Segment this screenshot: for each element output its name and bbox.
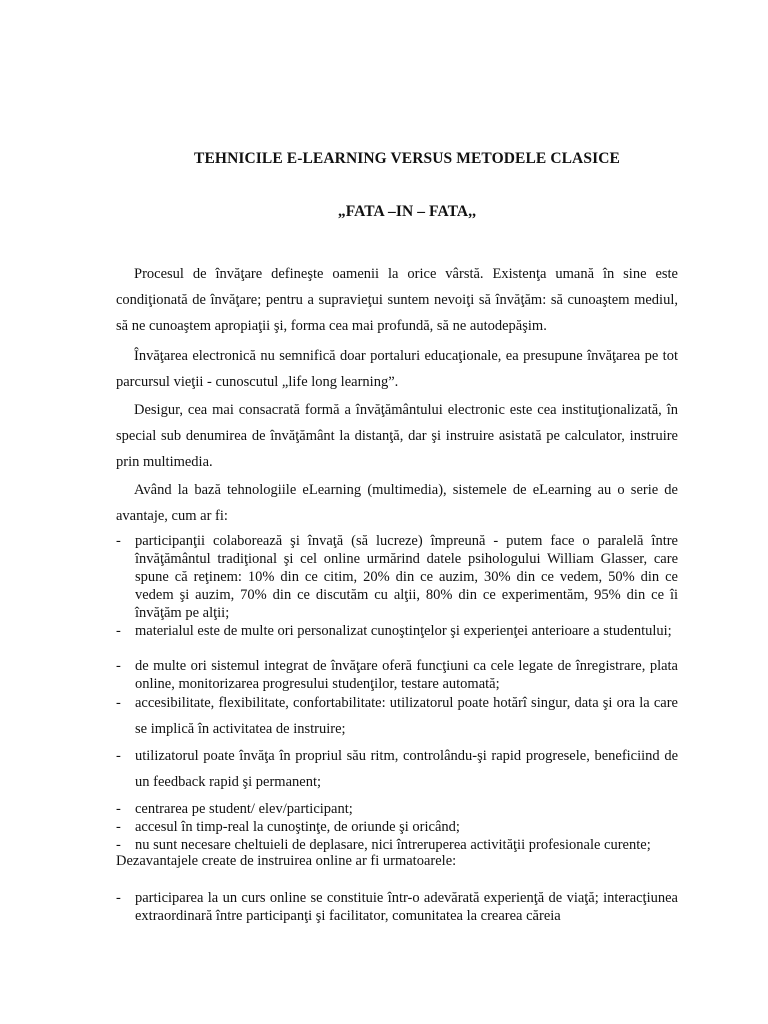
bullet-marker: - (116, 623, 121, 639)
advantage-list-item (116, 818, 678, 836)
paragraph: Învăţarea electronică nu semnifică doar portaluri educaţionale, ea presupune învăţarea pe tot parcursul vieţii - cunoscutul „life long learning”. (116, 348, 678, 390)
disadvantages-intro: Dezavantajele create de instruirea online ar fi urmatoarele: (116, 853, 457, 869)
advantage-list-item (116, 690, 678, 742)
advantage-list-item (116, 532, 678, 622)
list-item-text: accesibilitate, flexibilitate, confortabilitate: utilizatorul poate hotărî singur, data şi ora la care se implică în activitatea de instruire; (135, 695, 678, 737)
bullet-marker: - (116, 658, 121, 674)
list-item-text: nu sunt necesare cheltuieli de deplasare, nici întreruperea activităţii profesionale curente; (135, 837, 651, 853)
advantage-list-item (116, 743, 678, 795)
advantage-list-item (116, 800, 678, 818)
bullet-marker: - (116, 890, 121, 906)
list-item-text: utilizatorul poate învăţa în propriul său ritm, controlându-şi rapid progresele, beneficiind de un feedback rapid şi permanent; (135, 748, 678, 790)
bullet-marker: - (116, 748, 121, 764)
list-item-text: participarea la un curs online se constituie într-o adevărată experienţă de viaţă; interacţiunea extraordinară între participanţi şi facilitator, comunitatea la crearea căreia (135, 890, 678, 924)
list-item-text: materialul este de multe ori personalizat cunoştinţelor şi experienţei anterioare a studentului; (135, 623, 672, 639)
paragraph: Procesul de învăţare defineşte oamenii la orice vârstă. Existenţa umană în sine este condiţionată de învăţare; pentru a supravieţui suntem nevoiţi să învăţăm: să cunoaştem mediul, să ne cunoaştem apropiaţii şi, forma cea mai profundă, să ne autodepăşim. (116, 266, 678, 334)
advantage-list-item (116, 657, 678, 693)
bullet-marker: - (116, 695, 121, 711)
list-item-text: participanţii colaborează şi învaţă (să lucreze) împreună - putem face o paralelă între învăţământul tradiţional şi cel online urmărind datele psihologului William Glasser, care spune că reţinem: 10% din ce citim, 20% din ce auzim, 30% din ce vedem, 50% din ce vedem şi auzim, 70% din ce discutăm cu alţii, 80% din ce experimentăm, 95% din ce îi învăţăm pe alţii; (135, 533, 678, 621)
advantage-list-item (116, 622, 678, 640)
bullet-marker: - (116, 533, 121, 549)
paragraph: Având la bază tehnologiile eLearning (multimedia), sistemele de eLearning au o serie de avantaje, cum ar fi: (116, 482, 678, 524)
bullet-marker: - (116, 819, 121, 835)
document-subtitle: „FATA –IN – FATA,, (337, 203, 477, 220)
bullet-marker: - (116, 801, 121, 817)
document-title: TEHNICILE E-LEARNING VERSUS METODELE CLASICE (194, 150, 620, 167)
list-item-text: accesul în timp-real la cunoştinţe, de oriunde şi oricând; (135, 819, 460, 835)
disadvantage-list-item (116, 889, 678, 925)
bullet-marker: - (116, 837, 121, 853)
list-item-text: de multe ori sistemul integrat de învăţare oferă funcţiuni ca cele legate de înregistrare, plata online, monitorizarea progresului studenţilor, testare automată; (135, 658, 678, 692)
paragraph: Desigur, cea mai consacrată formă a învăţământului electronic este cea instituţionalizată, în special sub denumirea de învăţământ la distanţă, dar şi instruire asistată pe calculator, instruire prin multimedia. (116, 402, 678, 470)
list-item-text: centrarea pe student/ elev/participant; (135, 801, 353, 817)
